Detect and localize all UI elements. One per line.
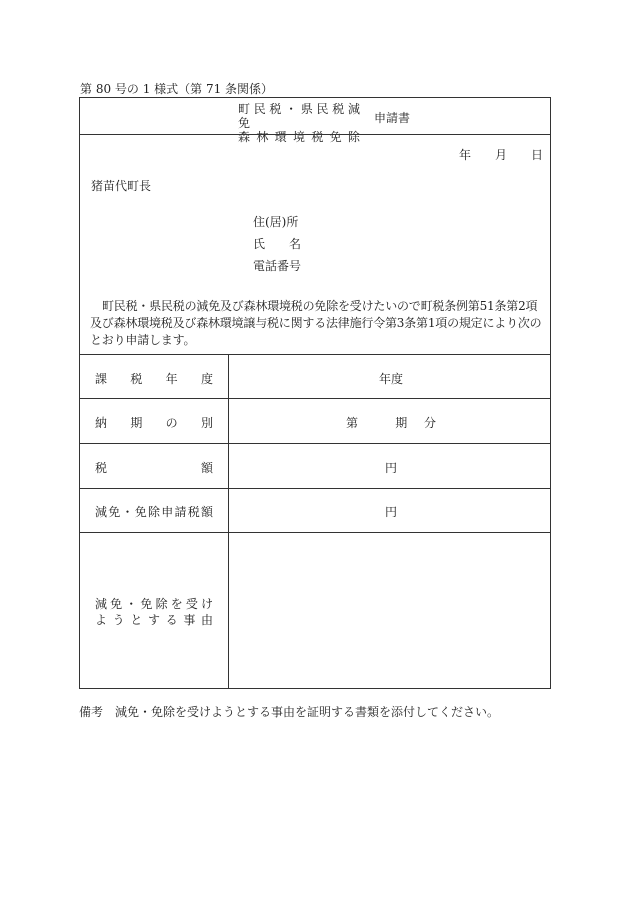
row-divider — [80, 443, 550, 444]
address-field-label: 住(居)所 — [253, 215, 299, 229]
name-field-label: 氏 名 — [253, 237, 302, 251]
payment-period-label: 納期の別 — [95, 416, 213, 430]
title-tax-names — [238, 102, 362, 144]
payment-period-suffix: 期分 — [395, 416, 436, 430]
form-title — [80, 98, 550, 144]
form-number-label: 第 80 号の 1 様式（第 71 条関係） — [80, 82, 274, 96]
reason-label-line-2: ようとする事由 — [95, 613, 213, 627]
title-line-1: 町民税・県民税減免 — [238, 102, 362, 130]
title-line-2: 森林環境税免除 — [238, 130, 362, 144]
reason-label — [95, 596, 213, 628]
addressee: 猪苗代町長 — [91, 179, 152, 193]
date-day-label: 日 — [531, 148, 544, 162]
tax-year-value[interactable]: 年度 — [378, 372, 403, 386]
row-divider — [80, 532, 550, 533]
payment-period-value[interactable] — [346, 414, 436, 431]
tax-year-label: 課税年度 — [95, 372, 213, 386]
title-divider — [80, 134, 550, 135]
title-suffix: 申請書 — [374, 111, 411, 125]
tax-amount-value[interactable]: 円 — [384, 461, 397, 475]
application-statement: 町民税・県民税の減免及び森林環境税の免除を受けたいので町税条例第51条第2項及び森林環境税及び森林環境譲与税に関する法律施行令第3条第1項の規定により次のとおり申請します。 — [90, 299, 542, 347]
reason-label-line-1: 減免・免除を受け — [95, 597, 213, 611]
reason-value[interactable] — [230, 538, 552, 683]
tax-amount-label: 税額 — [95, 461, 213, 475]
phone-field-label: 電話番号 — [253, 259, 302, 273]
application-form — [79, 97, 551, 689]
requested-amount-label: 減免・免除申請税額 — [95, 505, 213, 519]
table-top-border — [80, 354, 550, 355]
table-column-divider — [228, 354, 229, 688]
remarks-note: 備考 減免・免除を受けようとする事由を証明する書類を添付してください。 — [79, 705, 500, 719]
row-divider — [80, 398, 550, 399]
requested-amount-value[interactable]: 円 — [384, 505, 397, 519]
date-year-label: 年 — [459, 148, 472, 162]
row-divider — [80, 488, 550, 489]
payment-period-prefix: 第 — [346, 416, 375, 430]
date-month-label: 月 — [495, 148, 508, 162]
